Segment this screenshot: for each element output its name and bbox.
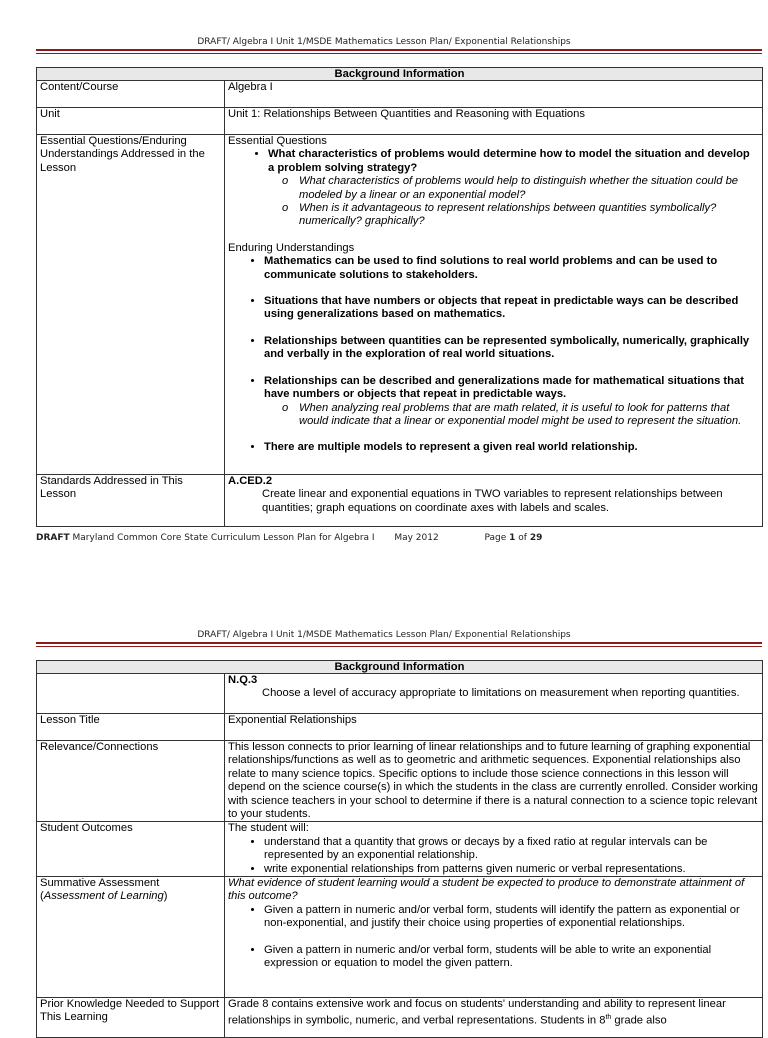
row-value-content: Algebra I — [225, 81, 763, 108]
standard-code: N.Q.3 — [228, 674, 258, 686]
eq-heading: Essential Questions — [228, 135, 327, 147]
row-label-empty — [37, 674, 225, 714]
eu-item-3: • Relationships between quantities can be represented symbolically, numerically, graphically and verbally in the exploration of real world situations. — [264, 335, 759, 362]
row-label-lesson-title: Lesson Title — [37, 714, 225, 741]
row-value-unit: Unit 1: Relationships Between Quantities and Reasoning with Equations — [225, 108, 763, 135]
eq-sub-1: o What characteristics of problems would help to distinguish whether the situation could be modeled by a linear or an exponential model? — [282, 175, 759, 202]
summative-label-sub: (Assessment of Learning) — [40, 890, 168, 903]
table-title: Background Information — [37, 68, 763, 81]
eu-item-1: • Mathematics can be used to find solutions to real world problems and can be used to communicate solutions to stakeholders. — [264, 255, 759, 282]
prior-text-b: grade also — [611, 1015, 667, 1028]
standard-code: A.CED.2 — [228, 475, 273, 487]
row-value-summative — [225, 877, 763, 998]
header-rule — [36, 642, 762, 644]
eu-item-2: • Situations that have numbers or objects that repeat in predictable ways can be described using generalizations based on mathematics. — [264, 295, 759, 322]
header-rule-thin — [36, 646, 762, 647]
row-value-prior-knowledge — [225, 998, 763, 1038]
page-header: DRAFT/ Algebra I Unit 1/MSDE Mathematics Lesson Plan/ Exponential Relationships — [197, 37, 571, 47]
row-label-summative — [37, 877, 225, 998]
summative-label-italic: Assessment of Learning — [43, 890, 164, 903]
page-header: DRAFT/ Algebra I Unit 1/MSDE Mathematics Lesson Plan/ Exponential Relationships — [197, 630, 571, 640]
prior-sup: th — [605, 1014, 612, 1022]
footer-page-word: Page — [484, 533, 507, 543]
row-label-prior-knowledge: Prior Knowledge Needed to Support This Learning — [37, 998, 225, 1038]
row-value-standard-nq — [225, 674, 763, 714]
table-title: Background Information — [37, 661, 763, 674]
footer-of-word: of — [518, 533, 527, 543]
summative-label: Summative Assessment — [40, 877, 160, 890]
eq-main: • What characteristics of problems would determine how to model the situation and develop a problem solving strategy? — [268, 148, 759, 175]
row-label-content: Content/Course — [37, 81, 225, 108]
row-label-outcomes: Student Outcomes — [37, 822, 225, 877]
outcome-item-1: • understand that a quantity that grows or decays by a fixed ratio at regular intervals can be represented by an exponential relationship. — [264, 836, 759, 863]
summative-item-2: • Given a pattern in numeric and/or verbal form, students will be able to write an exponential expression or equation to model the given pattern. — [264, 944, 759, 971]
row-label-standards: Standards Addressed in This Lesson — [37, 475, 225, 527]
footer-draft: DRAFT — [36, 533, 70, 543]
row-value-standards — [225, 475, 763, 527]
summative-question: What evidence of student learning would a student be expected to produce to demonstrate attainment of this outcome? — [228, 877, 745, 903]
row-label-relevance: Relevance/Connections — [37, 741, 225, 822]
footer-page-total: 29 — [529, 533, 543, 543]
page-footer — [36, 533, 542, 543]
eu-item-4-sub: o When analyzing real problems that are math related, it is useful to look for patterns that would indicate that a linear or exponential model might be used to represent the situation. — [282, 402, 759, 429]
eu-item-5: • There are multiple models to represent a given real world relationship. — [264, 441, 759, 454]
row-value-outcomes — [225, 822, 763, 877]
row-value-lesson-title: Exponential Relationships — [225, 714, 763, 741]
prior-text-a: Grade 8 contains extensive work and focus on students' understanding and ability to represent linear relationships in symbolic, numeric, and verbal representations. Students in 8 — [228, 998, 726, 1028]
outcome-item-2: • write exponential relationships from patterns given numeric or verbal representations. — [264, 863, 759, 876]
header-rule — [36, 49, 762, 51]
standard-text: Choose a level of accuracy appropriate to limitations on measurement when reporting quantities. — [262, 687, 740, 700]
row-value-essential — [225, 135, 763, 475]
standard-text: Create linear and exponential equations in TWO variables to represent relationships between quantities; graph equations on coordinate axes with labels and scales. — [262, 488, 723, 514]
row-label-essential: Essential Questions/Enduring Understandings Addressed in the Lesson — [37, 135, 225, 475]
background-table — [36, 660, 763, 1038]
summative-item-1: • Given a pattern in numeric and/or verbal form, students will identify the pattern as exponential or non-exponential, and justify their choice using properties of exponential relationships. — [264, 904, 759, 931]
eu-heading: Enduring Understandings — [228, 241, 355, 254]
row-label-unit: Unit — [37, 108, 225, 135]
eq-sub-2: o When is it advantageous to represent relationships between quantities symbolically? numerically? graphically? — [282, 202, 759, 229]
background-table — [36, 67, 763, 527]
header-rule-thin — [36, 53, 762, 54]
footer-text: Maryland Common Core State Curriculum Lesson Plan for Algebra I — [72, 533, 375, 543]
footer-date: May 2012 — [394, 533, 439, 543]
eu-item-4: • Relationships can be described and generalizations made for mathematical situations that have numbers or objects that repeat in predictable ways. — [264, 375, 759, 402]
outcomes-intro: The student will: — [228, 822, 309, 835]
footer-page-number: 1 — [509, 533, 516, 543]
row-value-relevance: This lesson connects to prior learning of linear relationships and to future learning of graphing exponential relationships/functions as well as to geometric and arithmetic sequences. Exponential relationships also relate to many science topics. Specific options to include those science connections in this lesson will depend on the science course(s) in which the students in the class are currently enrolled. Consider working with science teachers in your school to determine if there is a natural connection to a science topic relevant to your students. — [225, 741, 763, 822]
